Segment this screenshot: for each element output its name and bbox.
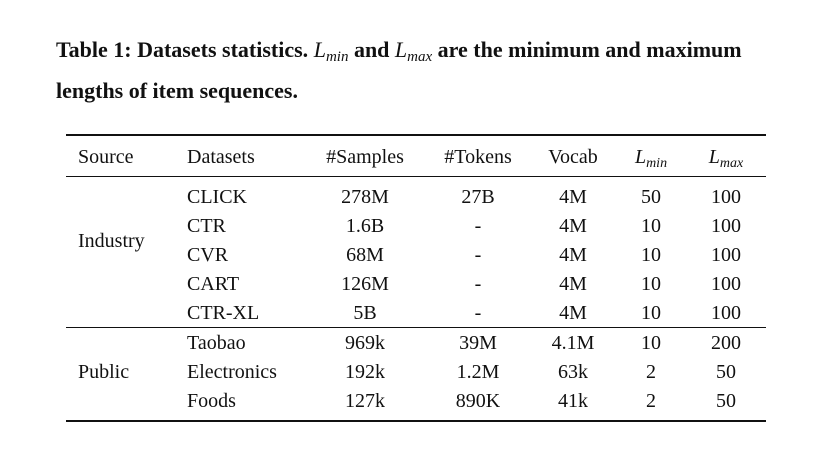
- samples-value: 278M: [341, 186, 389, 208]
- bottom-rule: [66, 420, 766, 422]
- dataset-name: Electronics: [187, 361, 277, 383]
- samples-value: 1.6B: [345, 215, 385, 237]
- lmax-value: 100: [711, 215, 741, 237]
- table-caption: [56, 33, 796, 107]
- top-rule: [66, 134, 766, 136]
- tokens-value: 39M: [459, 332, 497, 354]
- header-lmin: $L_{min}$: [634, 146, 668, 171]
- vocab-value: 4M: [559, 215, 587, 237]
- tokens-value: 27B: [461, 186, 495, 208]
- tokens-value: -: [474, 302, 482, 324]
- vocab-value: 4M: [559, 302, 587, 324]
- lmax-value: 100: [711, 273, 741, 295]
- dataset-name: CVR: [187, 244, 229, 266]
- vocab-value: 63k: [558, 361, 588, 383]
- dataset-name: CTR: [187, 215, 226, 237]
- lmin-value: 10: [641, 273, 661, 295]
- vocab-value: 41k: [558, 390, 588, 412]
- dataset-name: CLICK: [187, 186, 247, 208]
- lmin-value: 10: [641, 244, 661, 266]
- lmin-value: 10: [641, 332, 661, 354]
- caption-and: and: [353, 37, 390, 62]
- samples-value: 126M: [341, 273, 389, 295]
- lmax-value: 50: [716, 390, 736, 412]
- lmin-value: 2: [646, 361, 656, 383]
- samples-value: 68M: [346, 244, 384, 266]
- lmin-value: 10: [641, 302, 661, 324]
- header-rule: [66, 176, 766, 177]
- header-vocab: Vocab: [548, 146, 598, 168]
- header-datasets: Datasets: [187, 146, 255, 168]
- samples-value: 969k: [345, 332, 385, 354]
- caption-lead: Table 1: Datasets statistics.: [56, 37, 309, 62]
- tokens-value: -: [474, 273, 482, 295]
- vocab-value: 4M: [559, 186, 587, 208]
- lmax-value: 200: [711, 332, 741, 354]
- group-divider-rule: [66, 327, 766, 328]
- lmax-value: 100: [711, 186, 741, 208]
- lmin-value: 2: [646, 390, 656, 412]
- samples-value: 127k: [345, 390, 385, 412]
- caption-lmax: $L_{max}$: [394, 37, 433, 65]
- caption-lmin: $L_{min}$: [313, 37, 349, 65]
- header-samples: #Samples: [326, 146, 404, 168]
- group-source-public: Public: [78, 361, 130, 383]
- vocab-value: 4.1M: [551, 332, 595, 354]
- vocab-value: 4M: [559, 244, 587, 266]
- lmax-value: 100: [711, 244, 741, 266]
- lmax-value: 50: [716, 361, 736, 383]
- header-source: Source: [78, 146, 134, 168]
- tokens-value: 1.2M: [456, 361, 500, 383]
- vocab-value: 4M: [559, 273, 587, 295]
- lmin-value: 10: [641, 215, 661, 237]
- lmax-value: 100: [711, 302, 741, 324]
- tokens-value: 890K: [455, 390, 501, 412]
- dataset-name: Foods: [187, 390, 236, 412]
- dataset-statistics-table: [66, 134, 766, 422]
- header-lmax: $L_{max}$: [708, 146, 744, 171]
- dataset-name: CTR-XL: [187, 302, 260, 324]
- samples-value: 5B: [353, 302, 377, 324]
- tokens-value: -: [474, 215, 482, 237]
- lmin-value: 50: [641, 186, 661, 208]
- header-tokens: #Tokens: [444, 146, 512, 168]
- samples-value: 192k: [345, 361, 385, 383]
- dataset-name: CART: [187, 273, 240, 295]
- group-source-industry: Industry: [78, 230, 145, 252]
- dataset-name: Taobao: [187, 332, 246, 354]
- tokens-value: -: [474, 244, 482, 266]
- caption-rest: are the minimum and maximum lengths of item sequences.: [56, 37, 742, 103]
